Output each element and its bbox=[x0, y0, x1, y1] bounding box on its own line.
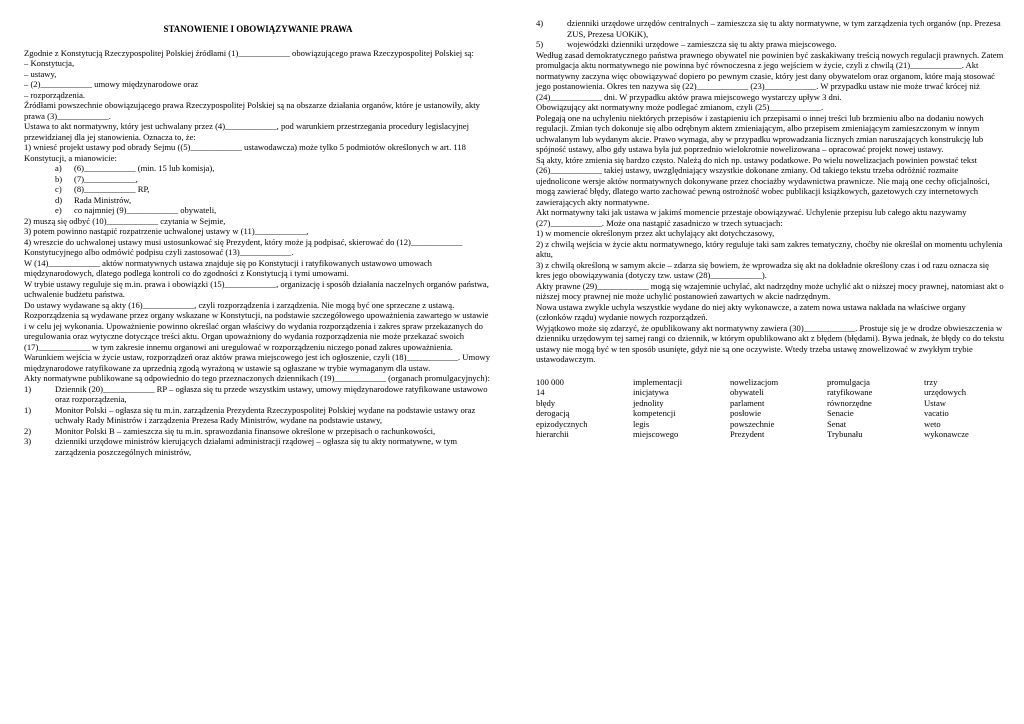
word-bank-item: Ustaw bbox=[924, 397, 946, 408]
paragraph-text: 1) w momencie określonym przez akt uchylający akt dotychczasowy, bbox=[536, 228, 775, 238]
paragraph-text: 2) muszą się odbyć (10)____________ czytania w Sejmie, bbox=[24, 215, 226, 226]
paragraph bbox=[536, 323, 1004, 365]
word-bank-item: obywateli bbox=[730, 387, 764, 397]
paragraph-text: Nowa ustawa zwykle uchyla wszystkie wydane do niej akty wykonawcze, a zatem nowa ustawa nakłada na właściwe organy (członków rządu) wydanie nowych rozporządzeń. bbox=[536, 301, 966, 322]
word-bank bbox=[536, 377, 1004, 440]
word-bank-item: derogacją bbox=[536, 408, 570, 418]
list-label: b) bbox=[55, 173, 63, 184]
word-bank-item: legis bbox=[633, 418, 650, 429]
paragraph bbox=[24, 226, 492, 237]
word-bank-item: posłowie bbox=[730, 408, 762, 418]
paragraph-text: – rozporządzenia. bbox=[24, 89, 86, 100]
list-label: a) bbox=[55, 163, 62, 173]
word-bank-item: hierarchii bbox=[536, 429, 569, 439]
word-bank-item: 100 000 bbox=[536, 376, 564, 387]
paragraph-text: W trybie ustawy reguluje się m.in. prawa i obowiązki (15)____________, organizację i sposób działania naczelnych organów państwa, uchwalenie budżetu państwa. bbox=[24, 278, 489, 299]
paragraph-text: Monitor Polski – ogłasza się tu m.in. zarządzenia Prezydenta Rzeczypospolitej Polskiej wydane na podstawie ustawy oraz uchwały Rady Ministrów i zarządzenia Prezesa Rady Ministrów, wydane na podstawie ustawy, bbox=[55, 404, 476, 425]
paragraph bbox=[536, 239, 1004, 260]
word-bank-item: trzy bbox=[924, 376, 938, 387]
word-bank-item: implementacji bbox=[633, 376, 683, 387]
word-bank-item: Prezydent bbox=[730, 429, 765, 439]
paragraph-text: (8)____________ RP, bbox=[74, 184, 150, 194]
paragraph bbox=[536, 18, 1004, 39]
paragraph-text: W (14)____________ aktów normatywnych ustawa znajduje się po Konstytucji i ratyfikowanych ustawowo umowach międzynarodowych, dlatego podlega kontroli co do zgodności z Konstytucją i tymi umowami. bbox=[24, 257, 432, 278]
word-bank-item: urzędowych bbox=[924, 387, 966, 397]
paragraph-text: 3) z chwilą określoną w samym akcie – zdarza się bowiem, że wprowadza się akt na dokładnie określony czas i od razu oznacza się kres jego obowiązywania (dotyczy tzw. ustaw (28)____________). bbox=[536, 259, 989, 280]
list-label: d) bbox=[55, 194, 63, 205]
paragraph-text: Dziennik (20)____________ RP – ogłasza się tu przede wszystkim ustawy, umowy międzynarodowe ratyfikowane ustawowo oraz rozporządzenia, bbox=[55, 383, 488, 404]
word-bank-item: parlament bbox=[730, 397, 765, 408]
paragraph bbox=[24, 79, 492, 90]
paragraph-text: Do ustawy wydawane są akty (16)____________, czyli rozporządzenia i zarządzenia. Nie mogą być one sprzeczne z ustawą. Rozporządzenia są wydawane przez organy wskazane w Konstytucji, na podstawie szczegółowego upoważnienia zawartego w ustawie i w celu jej wykonania. Upoważnienie powinno określać organ właściwy do wydania rozporządzenia i zakres spraw przekazanych do uregulowania oraz wytyczne dotyczące treści aktu. Organ upoważniony do wydania rozporządzenia nie może przekazać swoich (17)____________ w tym zakresie innemu organowi ani uregulować w rozporządzeniu niczego ponad zakres upoważnienia. bbox=[24, 299, 489, 352]
word-bank-item: jednolity bbox=[633, 397, 664, 408]
paragraph bbox=[24, 121, 492, 142]
paragraph bbox=[536, 207, 1004, 228]
paragraph bbox=[24, 258, 492, 279]
paragraph-text: Zgodnie z Konstytucją Rzeczypospolitej Polskiej źródłami (1)____________ obowiązującego prawa Rzeczypospolitej Polskiej są: bbox=[24, 47, 474, 58]
paragraph bbox=[24, 373, 492, 384]
paragraph bbox=[24, 69, 492, 80]
paragraph bbox=[24, 436, 492, 457]
paragraph-text: (7)____________, bbox=[74, 173, 138, 184]
paragraph-text: Źródłami powszechnie obowiązującego prawa Rzeczypospolitej Polskiej są na obszarze działania organów, które je ustanowiły, akty prawa (3)____________. bbox=[24, 100, 480, 121]
paragraph bbox=[24, 58, 492, 69]
page-title: STANOWIENIE I OBOWIĄZYWANIE PRAWA bbox=[163, 24, 353, 34]
paragraph bbox=[536, 260, 1004, 281]
word-bank-item: ratyfikowane bbox=[827, 387, 873, 397]
word-bank-item: weto bbox=[924, 418, 941, 429]
paragraph-text: co najmniej (9)____________ obywateli, bbox=[74, 205, 217, 215]
paragraph bbox=[24, 352, 492, 373]
paragraph bbox=[24, 48, 492, 59]
word-bank-item: Trybunału bbox=[827, 429, 863, 439]
list-label: 1) bbox=[24, 404, 32, 415]
paragraph-text: 3) potem powinno nastąpić rozpatrzenie uchwalonej ustawy w (11)____________, bbox=[24, 226, 309, 236]
right-column bbox=[536, 18, 1004, 440]
paragraph bbox=[536, 113, 1004, 155]
paragraph bbox=[24, 163, 492, 174]
paragraph-text: 4) wreszcie do uchwalonej ustawy musi ustosunkować się Prezydent, który może ją podpisać, skierować do (12)____________ Konstytucyjnego albo odmówić podpisu czyli zastosować (13)____________. bbox=[24, 236, 463, 257]
right-column-body bbox=[536, 18, 1004, 365]
paragraph bbox=[536, 102, 1004, 113]
list-label: 5) bbox=[536, 39, 544, 49]
paragraph-text: Akty prawne (29)____________ mogą się wzajemnie uchylać, akt nadrzędny może uchylić akt o niższej mocy prawnej, natomiast akt o niższej mocy prawnej nie może uchylić postanowień zawartych w akcie nadrzędnym. bbox=[536, 280, 1004, 301]
paragraph-text: 1) wniesć projekt ustawy pod obrady Sejmu ((5)____________ ustawodawcza) może tylko 5 podmiotów określonych w art. 118 Konstytucji, a mianowicie: bbox=[24, 142, 466, 163]
paragraph bbox=[24, 90, 492, 101]
left-column-body bbox=[24, 48, 492, 458]
paragraph-text: Warunkiem wejścia w życie ustaw, rozporządzeń oraz aktów prawa miejscowego jest ich ogłoszenie, czyli (18)____________. Umowy międzynarodowe ratyfikowane za uprzednią zgodą wyrażoną w ustawie są ogłaszane w trybie wymaganym dla ustaw. bbox=[24, 352, 491, 373]
paragraph bbox=[24, 216, 492, 227]
paragraph bbox=[536, 50, 1004, 103]
left-column bbox=[24, 18, 492, 457]
word-bank-item: promulgacja bbox=[827, 376, 870, 387]
paragraph bbox=[24, 237, 492, 258]
word-bank-item: powszechnie bbox=[730, 418, 775, 429]
word-bank-item: wykonawcze bbox=[924, 429, 969, 439]
paragraph-text: Według zasad demokratycznego państwa prawnego obywatel nie powinien być zaskakiwany treścią nowych regulacji prawnych. Zatem promulgacja aktu normatywnego nie powinna być równoczesna z jego wejściem w życie, czyli z chwilą (21)____________. Akt normatywny zaczyna więc obowiązywać dopiero po pewnym czasie, który jest dany obywatelom oraz organom, które mają stosować jego postanowienia. Okres ten nazywa się (22)____________ (23)____________. W przypadku ustaw nie może trwać krócej niż (24)____________ dni. W przypadku aktów prawa miejscowego wystarczy upływ 3 dni. bbox=[536, 49, 1004, 102]
paragraph bbox=[24, 405, 492, 426]
paragraph-text: Akt normatywny taki jak ustawa w jakimś momencie przestaje obowiązywać. Uchylenie przepisu lub całego aktu nazywamy (27)____________. Może ona nastąpić zasadniczo w trzech sytuacjach: bbox=[536, 207, 967, 228]
paragraph bbox=[24, 100, 492, 121]
paragraph bbox=[24, 195, 492, 206]
word-bank-item: epizodycznych bbox=[536, 418, 588, 429]
word-bank-item: miejscowego bbox=[633, 429, 679, 439]
list-label: 1) bbox=[24, 383, 32, 394]
paragraph-text: – Konstytucja, bbox=[24, 58, 75, 68]
word-bank-item: kompetencji bbox=[633, 408, 676, 418]
paragraph bbox=[24, 174, 492, 185]
paragraph-text: 2) z chwilą wejścia w życie aktu normatywnego, który reguluje taki sam zakres tematyczny, choćby nie określał on momentu uchylenia aktu, bbox=[536, 238, 1003, 259]
word-bank-item: vacatio bbox=[924, 408, 949, 418]
paragraph bbox=[24, 426, 492, 437]
paragraph-text: – ustawy, bbox=[24, 68, 57, 79]
paragraph-text: Polegają one na uchyleniu niektórych przepisów i zastąpieniu ich przepisami o innej treści lub brzmieniu albo na dodaniu nowych regulacji. Zmian tych dokonuje się albo odrębnym aktem zmieniającym, albo przepisem zmieniającym zamieszczonym w innym uchwalanym lub wydanym akcie. Prawo wymaga, aby w przypadku wprowadzania licznych zmian naruszających konstrukcję lub spójność ustawy, albo gdy ustawa była już poprzednio wielokrotnie nowelizowana – opracować projekt nowej ustawy. bbox=[536, 112, 984, 154]
list-label: e) bbox=[55, 205, 62, 215]
list-label: 4) bbox=[536, 18, 544, 28]
paragraph bbox=[24, 279, 492, 300]
paragraph bbox=[24, 142, 492, 163]
paragraph bbox=[24, 300, 492, 353]
word-bank-item: błędy bbox=[536, 397, 556, 408]
paragraph bbox=[24, 184, 492, 195]
paragraph-text: Są akty, które zmienia się bardzo często. Należą do nich np. ustawy podatkowe. Po wielu nowelizacjach powinien powstać tekst (26)____________ takiej ustawy, uwzględniający wszystkie dokonane zmiany. Od takiego tekstu trzeba odróżnić rozmaite ujednolicone wersje aktów normatywnych dokonywane przez chociażby wydawnictwa prawnicze. Nie mają one cechy oficjalności, mogą zawierać błędy, dlatego warto zachować pewną ostrożność wobec publikacji książkowych, gazetowych czy internetowych zawierających akty normatywne. bbox=[536, 154, 990, 207]
word-bank-item: Senacie bbox=[827, 408, 854, 418]
list-label: c) bbox=[55, 184, 62, 194]
paragraph-text: Rada Ministrów, bbox=[74, 194, 132, 205]
word-bank-item: nowelizacjom bbox=[730, 376, 779, 387]
paragraph bbox=[536, 39, 1004, 50]
paragraph-text: (6)____________ (min. 15 lub komisja), bbox=[74, 163, 215, 173]
paragraph bbox=[536, 155, 1004, 208]
word-bank-item: Senat bbox=[827, 418, 847, 429]
paragraph-text: Wyjątkowo może się zdarzyć, że opublikowany akt normatywny zawiera (30)____________. Prostuje się je w drodze obwieszczenia w dzienniku urzędowym tej samej rangi co dziennik, w którym opublikowano akt z błędem (błędami). Bywa jednak, że błędy co do tekstu ustawy nie mogą być w ten sposób usunięte, gdyż nie są one oczywiste. Wtedy trzeba ustawę znowelizować w zwykłym trybie ustawodawczym. bbox=[536, 322, 1004, 364]
paragraph-text: Akty normatywne publikowane są odpowiednio do tego przeznaczonych dziennikach (19)____________ (organach promulgacyjnych): bbox=[24, 373, 490, 383]
paragraph-text: dzienniki urzędowe ministrów kierujących działami administracji rządowej – ogłasza się tu akty normatywne, w tym zarządzenia poszczególnych ministrów, bbox=[55, 436, 458, 457]
word-bank-item: 14 bbox=[536, 387, 545, 397]
paragraph bbox=[24, 205, 492, 216]
paragraph bbox=[536, 228, 1004, 239]
paragraph-text: Monitor Polski B – zamieszcza się tu m.in. sprawozdania finansowe określone w przepisach o rachunkowości, bbox=[55, 425, 436, 436]
list-label: 3) bbox=[24, 436, 32, 446]
paragraph-text: dzienniki urzędowe urzędów centralnych – zamieszcza się tu akty normatywne, w tym zarządzenia tych organów (np. Prezesa ZUS, Prezesa UOKiK), bbox=[567, 18, 1001, 39]
paragraph-text: Obowiązujący akt normatywny może podlegać zmianom, czyli (25)____________. bbox=[536, 102, 824, 112]
paragraph-text: wojewódzki dzienniki urzędowe – zamieszcza się tu akty prawa miejscowego. bbox=[567, 39, 837, 49]
paragraph bbox=[24, 384, 492, 405]
word-bank-item: równorzędne bbox=[827, 397, 872, 408]
paragraph-text: – (2)____________ umowy międzynarodowe oraz bbox=[24, 79, 199, 89]
paragraph bbox=[536, 281, 1004, 302]
paragraph bbox=[536, 302, 1004, 323]
word-bank-item: inicjatywa bbox=[633, 387, 669, 397]
paragraph-text: Ustawa to akt normatywny, który jest uchwalany przez (4)____________, pod warunkiem przestrzegania procedury legislacyjnej przewidzianej dla jej stanowienia. Oznacza to, że: bbox=[24, 121, 469, 142]
list-label: 2) bbox=[24, 425, 32, 436]
